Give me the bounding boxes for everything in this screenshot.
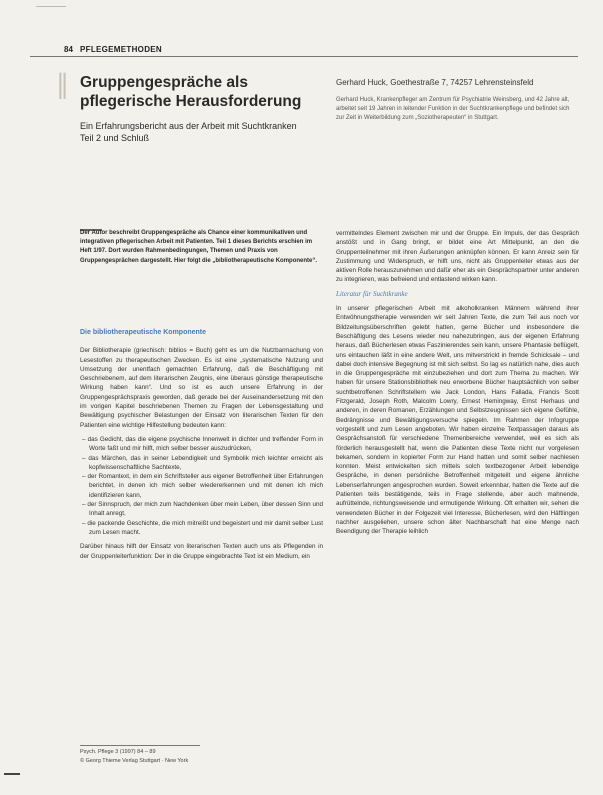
list-item: – das Märchen, das in seiner Lebendigkeit und Symbolik mich leichter erreicht als kopfwissenschaftliche Sachtexte, bbox=[80, 454, 323, 473]
paragraph: vermittelndes Element zwischen mir und der Gruppe. Ein Impuls, der das Gespräch anstößt und in Gang bringt, er bildet eine Art Mittelpunkt, an den die Gruppenteilnehmer mit ihren Äußerungen anknüpfen können. Er kann Anreiz sein für Zustimmung und Widerspruch, er hilft uns, nicht als Gruppenleiter etwas aus der aktiven Rolle herauszunehmen und dafür eher als ein Gesprächspartner unter anderen zu integrieren, was befreiend und entlastend wirken kann. bbox=[336, 230, 579, 284]
list-item: – der Romantext, in dem ein Schriftsteller aus eigener Betroffenheit über Erfahrungen berichtet, in denen ich mich selber wiedererkennen und mit denen ich mich identifizieren kann, bbox=[80, 472, 323, 500]
paragraph: Der Bibliotherapie (griechisch: biblios = Buch) geht es um die Nutzbarmachung von Lesestoffen zu therapeutischen Zwecken. Es ist eine „systematische Nutzung und Umsetzung der unentfach gemachten Erfahrung, daß die Beschäftigung mit Geschriebenem, auf dem literarischen Zeugnis, eine überaus günstige therapeutische Wirkung haben kann“. Und so ist es auch unsere Erfahrung in der Gruppengesprächspraxis geworden, daß gerade bei der Auseinandersetzung mit den im vorigen Kapitel beschriebenen Themen zu Fragen der Lebensgestaltung und Bewältigung psychischer Belastungen der Einsatz von literarischen Texten für den Patienten eine wichtige Hilfestellung bedeuten kann: bbox=[80, 347, 323, 429]
bullet-list bbox=[80, 435, 323, 537]
margin-mark bbox=[4, 773, 20, 775]
right-column bbox=[336, 229, 579, 542]
journal-citation: Psych. Pflege 3 (1997) 84 – 89 bbox=[80, 749, 156, 755]
article-title: Gruppengespräche als pflegerische Herausforderung bbox=[80, 74, 302, 110]
section-heading: Die bibliotherapeutische Komponente bbox=[80, 329, 207, 336]
paragraph: Darüber hinaus hilft der Einsatz von literarischen Texten auch uns als Pflegenden in der Gruppenleiterfunktion: Der in die Gruppe eingebrachte Text ist ein Medium, ein bbox=[80, 543, 323, 560]
author-bio: Gerhard Huck, Krankenpfleger am Zentrum für Psychiatrie Weinsberg, und 42 Jahre alt, arbeitet seit 19 Jahren in leitender Funktion in der Suchtkrankenpflege und befindet sich zur Zeit in Weiterbildung zum „Soziotherapeuten“ in Stuttgart. bbox=[336, 97, 570, 121]
scan-mark bbox=[36, 6, 66, 7]
list-item: – das Gedicht, das die eigene psychische Innenwelt in dichter und treffender Form in Worte faßt und mir hilft, mich selber besser auszudrücken, bbox=[80, 435, 323, 454]
footer bbox=[80, 748, 188, 766]
page-number: 84 bbox=[64, 45, 73, 54]
publisher-line: © Georg Thieme Verlag Stuttgart · New York bbox=[80, 758, 189, 764]
paragraph: In unserer pflegerischen Arbeit mit alkoholkranken Männern während ihrer Entwöhnungstherapie verwenden wir seit Jahren Texte, die zum Teil aus noch vor Bildzeitungsüberschriften gelebt hatten, gerne Bücher und insbesondere die Beschäftigung des Lesens wieder neu nahezubringen, aus der eigenen Erfahrung heraus, daß Bücherlesen etwas Faszinierendes sein kann, unsere Phantasie beflügelt, uns eintauchen läßt in eine andere Welt, uns mitverstrickt in fremde Schicksale – und dabei doch intensive Begegnung ist mit sich selbst. So lag es natürlich nahe, dies auch in die Gruppengespräche mit einzubeziehen und dort zum Thema zu machen. Wir haben für unsere Stationsbibliothek neu erworbene Bücher hauptsächlich von selber suchtbetroffenen Schriftstellern wie Jack London, Hans Fallada, Francis Scott Fitzgerald, Joseph Roth, Malcolm Lowry, Ernest Hemingway, Ernst Herhaus und anderen, in deren Romanen, Erzählungen und Selbstzeugnissen sich eigene Gefühle, Bedrängnisse und Bewältigungsversuche spiegeln. Im Rahmen der Infogruppe vorgestellt und zum Lesen angeboten. Wir haben einzelne Textpassagen daraus als Gesprächsanstoß für verschiedene Themenbereiche verwendet, weil es sich als förderlich herausgestellt hat, wenn die Patienten diese Texte nicht nur vorgelesen bekamen, sondern in kopierter Form zur Hand hatten und somit selber nachlesen konnten. Meist entwickelten sich mittels solch textbezogener Arbeit lebendige Gespräche, in denen persönliche Betroffenheit mitgeteilt und eigene ähnliche Lebenserfahrungen angesprochen wurden. Soweit erkennbar, hatten die Texte auf die Patienten teils bestätigende, teils in Frage stellende, aber auch mahnende, aufrüttelnde, richtungsweisende und ermutigende Wirkung. Oft erhalten wir, sehen die verwendeten Bücher in der Folgezeit viel Interesse, Bücherlesen, wird den Häftlingen nachher ausgeliehen, unsere schon älter Nachbarschaft hat eine Menge nach Beendigung der Therapie leihlich bbox=[336, 305, 579, 536]
header-rule bbox=[30, 56, 578, 57]
footer-rule bbox=[80, 745, 200, 746]
author-line: Gerhard Huck, Goethestraße 7, 74257 Lehrensteinsfeld bbox=[336, 78, 534, 87]
article-subtitle: Ein Erfahrungsbericht aus der Arbeit mit Suchtkranken Teil 2 und Schluß bbox=[80, 121, 297, 143]
list-item: – der Sinnspruch, der mich zum Nachdenken über mein Leben, über dessen Sinn und Inhalt anregt, bbox=[80, 500, 323, 519]
left-column bbox=[80, 328, 323, 566]
running-header: PFLEGEMETHODEN bbox=[80, 45, 162, 54]
list-item: – die packende Geschichte, die mich mitreißt und begeistert und mir damit selber Lust zum Lesen macht. bbox=[80, 519, 323, 538]
abstract: Der Autor beschreibt Gruppengespräche als Chance einer kommunikativen und integrativen pflegerischen Arbeit mit Patienten. Teil 1 dieses Berichts erschien im Heft 1/97. Dort wurden Rahmenbedingungen, Themen und Praxis von Gruppengesprächen dargestellt. Hier folgt die „bibliotherapeutische Komponente“. bbox=[80, 230, 318, 264]
sub-heading: Literatur für Suchtkranke bbox=[336, 289, 408, 298]
title-ornament: ‖ bbox=[56, 70, 69, 100]
